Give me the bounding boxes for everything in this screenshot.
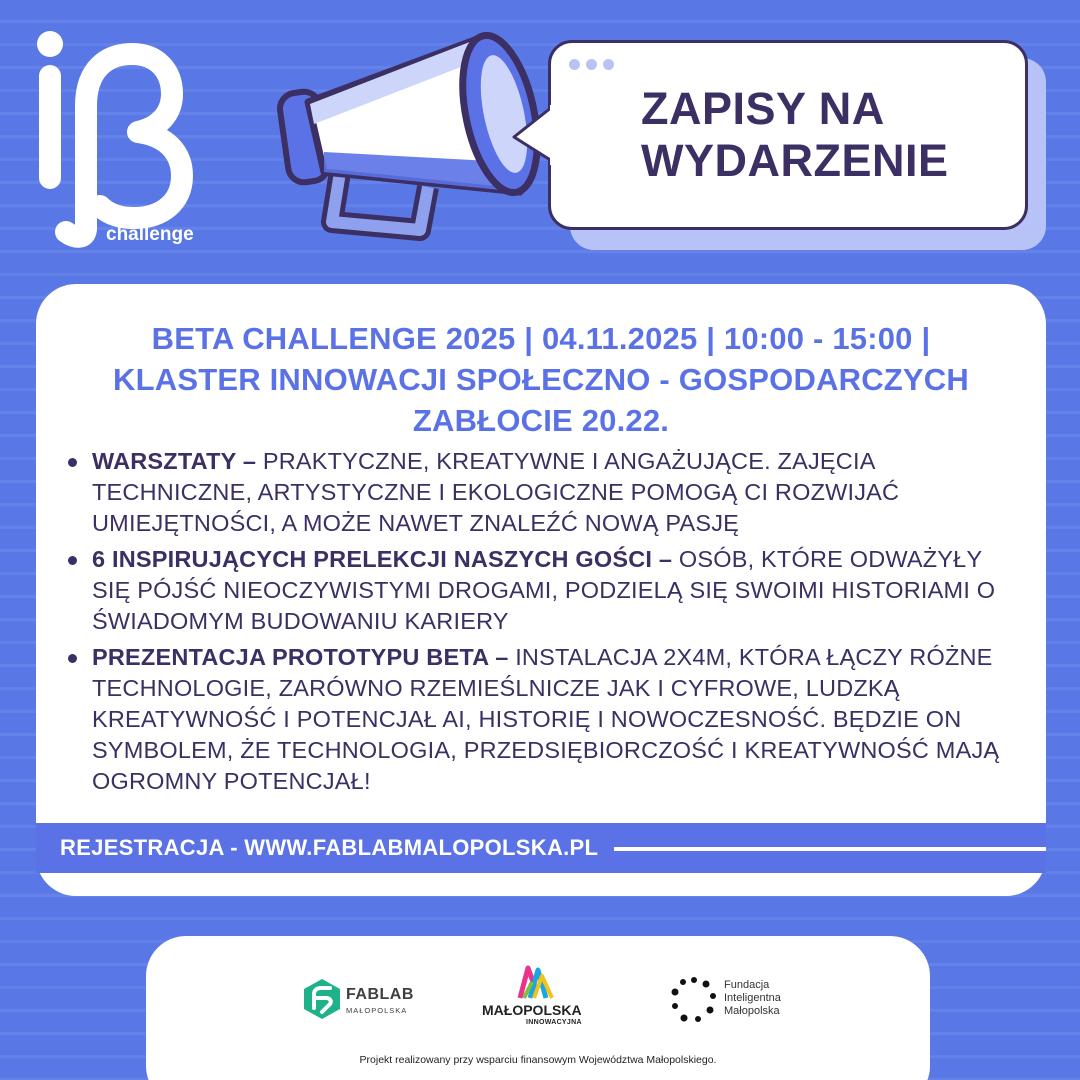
bubble-title — [641, 83, 1001, 187]
registration-bar — [36, 823, 1046, 873]
list-item — [66, 446, 1016, 539]
logo-wordmark — [106, 206, 226, 244]
fundacja-name — [724, 979, 814, 1018]
fablab-name: FABLAB — [346, 986, 414, 1003]
registration-link[interactable]: REJESTRACJA - WWW.FABLABMALOPOLSKA.PL — [60, 835, 599, 860]
logo-wordmark-line1: beta — [106, 205, 146, 226]
list-item-text: PRAKTYCZNE, KREATYWNE I ANGAŻUJĄCE. ZAJĘCIA TECHNICZNE, ARTYSTYCZNE I EKOLOGICZNE POMOGĄ CI ROZWIJAĆ UMIEJĘTNOŚCI, A MOŻE NAWET ZNALEŹĆ NOWĄ PASJĘ — [92, 448, 900, 536]
event-heading-line1: BETA CHALLENGE 2025 | 04.11.2025 | 10:00 - 15:00 | — [151, 321, 931, 356]
registration-divider — [614, 847, 1046, 851]
event-heading-line3: ZABŁOCIE 20.22. — [412, 403, 670, 438]
event-heading-line2: KLASTER INNOWACJI SPOŁECZNO - GOSPODARCZYCH — [113, 362, 969, 397]
malopolska-logo — [476, 964, 596, 1032]
list-item — [66, 642, 1016, 797]
fundacja-dots-icon — [670, 976, 718, 1024]
bubble-title-line2: WYDARZENIE — [641, 135, 949, 186]
speech-bubble-tail-icon — [510, 105, 555, 165]
event-card — [36, 284, 1046, 896]
list-item — [66, 544, 1016, 637]
funding-footnote: Projekt realizowany przy wsparciu finansowym Województwa Małopolskiego. — [359, 1054, 717, 1066]
list-item-text: OSÓB, KTÓRE ODWAŻYŁY SIĘ PÓJŚĆ NIEOCZYWISTYMI DROGAMI, PODZIELĄ SIĘ SWOIMI HISTORIAMI O ŚWIADOMYM BUDOWANIU KARIERY — [92, 546, 996, 634]
list-item-title: WARSZTATY – — [92, 448, 257, 474]
fundacja-line1: Fundacja — [724, 979, 770, 991]
malopolska-sub: INNOWACYJNA — [526, 1019, 582, 1026]
fundacja-line3: Małopolska — [724, 1005, 780, 1017]
bullet-icon — [68, 654, 77, 663]
event-program-list — [66, 446, 1016, 802]
fablab-hexagon-icon — [302, 978, 342, 1020]
bullet-icon — [68, 458, 77, 467]
bubble-title-line1: ZAPISY NA — [641, 83, 885, 134]
fablab-logo — [302, 978, 432, 1022]
fundacja-logo — [670, 976, 820, 1026]
fundacja-line2: Inteligentna — [724, 992, 781, 1004]
event-heading — [36, 318, 1046, 441]
list-item-text: INSTALACJA 2X4M, KTÓRA ŁĄCZY RÓŻNE TECHNOLOGIE, ZARÓWNO RZEMIEŚLNICZE JAK I CYFROWE, LUDZKĄ KREATYWNOŚĆ I POTENCJAŁ AI, HISTORIĘ I NOWOCZESNOŚĆ. BĘDZIE ON SYMBOLEM, ŻE TECHNOLOGIA, PRZEDSIĘBIORCZOŚĆ I KREATYWNOŚĆ MAJĄ OGROMNY POTENCJAŁ! — [92, 644, 1000, 794]
fablab-sub: MAŁOPOLSKA — [346, 1006, 408, 1015]
speech-bubble — [548, 40, 1028, 230]
logo-wordmark-line2: challenge — [106, 224, 194, 245]
malopolska-name: MAŁOPOLSKA — [482, 1002, 582, 1018]
malopolska-mountains-icon — [476, 964, 596, 1004]
beta-challenge-logo — [30, 28, 230, 253]
list-item-title: PREZENTACJA PROTOTYPU BETA – — [92, 644, 509, 670]
bullet-icon — [68, 556, 77, 565]
partners-panel — [146, 936, 930, 1080]
window-dots-icon — [569, 59, 614, 70]
list-item-title: 6 INSPIRUJĄCYCH PRELEKCJI NASZYCH GOŚCI – — [92, 546, 673, 572]
